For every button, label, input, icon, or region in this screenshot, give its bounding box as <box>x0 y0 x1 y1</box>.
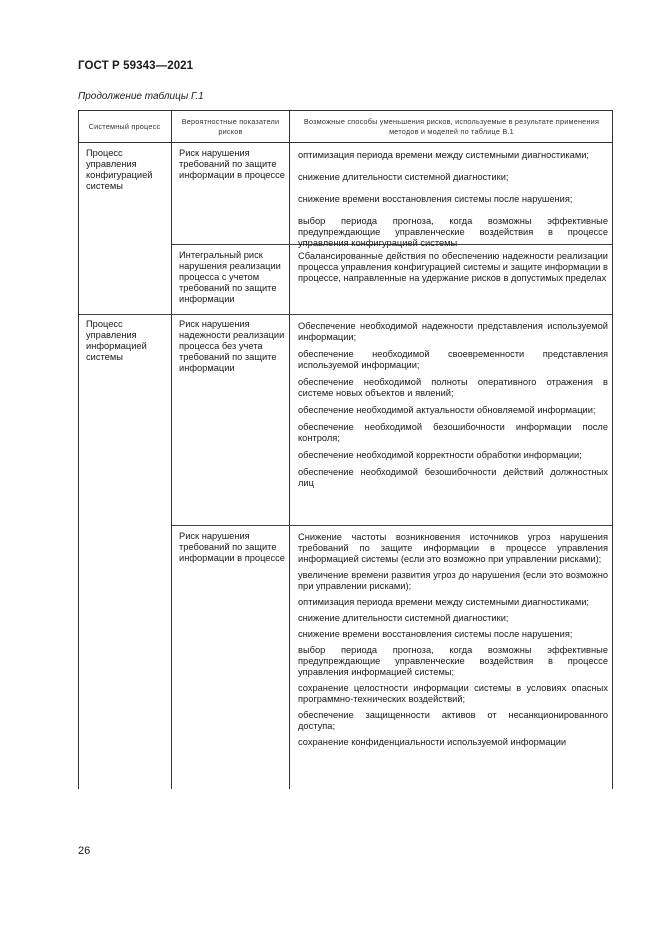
method-item: снижение длительности системной диагностики; <box>298 172 509 182</box>
method-item: Сбалансированные действия по обеспечению надежности реализации процесса управления конфигурацией системы и защите информации в процессе, направленные на удержание рисков в допустимых пределах <box>298 251 608 283</box>
method-item: обеспечение необходимой безошибочности действий должностных лиц <box>298 467 608 488</box>
risk-cell: Риск нарушения надежности реализации процесса без учета требований по защите информации <box>179 319 285 373</box>
row-divider <box>172 525 613 526</box>
methods-cell <box>298 321 608 489</box>
column-header-methods: Возможные способы уменьшения рисков, используемые в результате применения методов и моделей по таблице В.1 <box>303 116 600 136</box>
page-number: 26 <box>78 845 91 857</box>
method-item: выбор периода прогноза, когда возможны эффективные предупреждающие управленческие воздействия в процессе управления информацией системы; <box>298 645 608 677</box>
table-border-right <box>612 143 613 789</box>
method-item: оптимизация периода времени между системными диагностиками; <box>298 150 589 160</box>
document-code: ГОСТ Р 59343—2021 <box>78 60 194 72</box>
process-cell: Процесс управления конфигурацией системы <box>86 148 153 191</box>
method-item: снижение времени восстановления системы после нарушения; <box>298 629 573 639</box>
method-item: выбор периода прогноза, когда возможны эффективные предупреждающие управленческие воздействия в процессе управления конфигурацией системы <box>298 216 608 248</box>
column-divider <box>289 143 290 789</box>
method-item: обеспечение необходимой своевременности представления используемой информации; <box>298 349 608 370</box>
risk-table <box>78 110 613 790</box>
column-divider <box>171 143 172 789</box>
column-header-risk: Вероятностные показатели рисков <box>181 116 280 136</box>
methods-cell <box>298 251 608 284</box>
risk-cell: Риск нарушения требований по защите информации в процессе <box>179 148 285 180</box>
method-item: обеспечение необходимой корректности обработки информации; <box>298 450 582 460</box>
risk-cell: Риск нарушения требований по защите информации в процессе <box>179 531 285 563</box>
method-item: увеличение времени развития угроз до нарушения (если это возможно при управлении рисками); <box>298 570 608 591</box>
method-item: обеспечение необходимой актуальности обновляемой информации; <box>298 405 596 415</box>
table-body <box>78 143 613 790</box>
table-header-row <box>78 110 613 143</box>
methods-cell <box>298 532 608 748</box>
method-item: Снижение частоты возникновения источников угроз нарушения требований по защите информации в процессе управления информацией системы (если это возможно при управлении рисками); <box>298 532 608 564</box>
method-item: обеспечение защищенности активов от несанкционированного доступа; <box>298 710 608 731</box>
risk-cell: Интегральный риск нарушения реализации процесса с учетом требований по защите информации <box>179 250 281 304</box>
method-item: Обеспечение необходимой надежности представления используемой информации; <box>298 321 608 342</box>
group-divider <box>78 314 613 315</box>
method-item: сохранение целостности информации системы в условиях опасных программно-технических воздействий; <box>298 683 608 704</box>
process-cell: Процесс управления информацией системы <box>86 319 147 362</box>
column-header-process: Системный процесс <box>88 121 161 131</box>
method-item: оптимизация периода времени между системными диагностиками; <box>298 597 589 607</box>
methods-cell <box>298 150 608 249</box>
table-border-left <box>78 143 79 789</box>
method-item: обеспечение необходимой безошибочности информации после контроля; <box>298 422 608 443</box>
method-item: сохранение конфиденциальности используемой информации <box>298 737 567 747</box>
table-caption: Продолжение таблицы Г.1 <box>78 91 204 102</box>
method-item: снижение времени восстановления системы после нарушения; <box>298 194 573 204</box>
method-item: обеспечение необходимой полноты оперативного отражения в системе новых объектов и явлений; <box>298 377 608 398</box>
method-item: снижение длительности системной диагностики; <box>298 613 509 623</box>
